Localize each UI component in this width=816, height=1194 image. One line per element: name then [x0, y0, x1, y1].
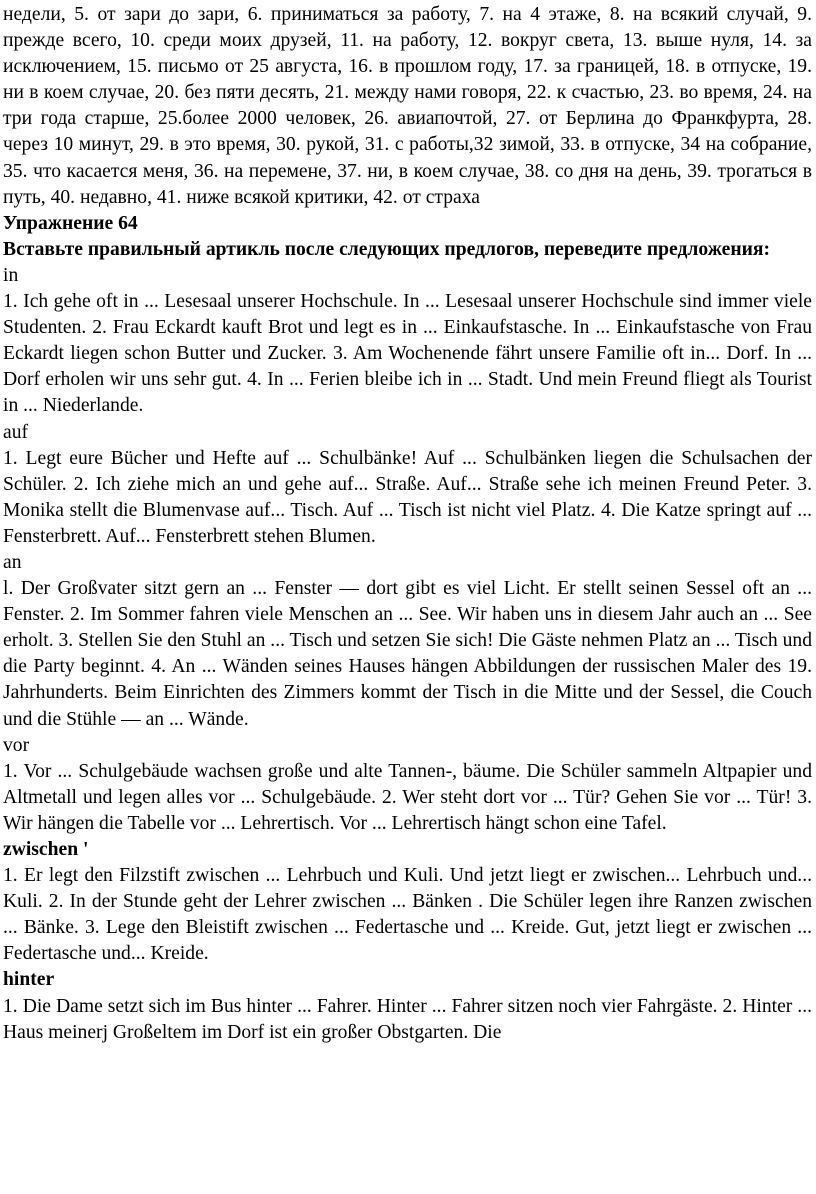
section-heading-an: an [3, 551, 22, 573]
exercise-instruction: Вставьте правильный артикль после следующих предлогов, переведите предложения: [3, 238, 771, 260]
section-text-zwischen: 1. Er legt den Filzstift zwischen ... Lehrbuch und Kuli. Und jetzt liegt er zwischen... Lehrbuch und... Kuli. 2. In der Stunde geht der Lehrer zwischen ... Bänken . Die Schüler legen ihre Ranzen zwischen ... Bänke. 3. Lege den Bleistift zwischen ... Federtasche und ... Kreide. Gut, jetzt liegt er zwischen ... Federtasche und... Kreide. [3, 865, 812, 965]
section-text-an: l. Der Großvater sitzt gern an ... Fenster — dort gibt es viel Licht. Er stellt seinen Sessel oft an ... Fenster. 2. Im Sommer fahren viele Menschen an ... See. Wir haben uns in diesem Jahr auch an ... See erholt. 3. Stellen Sie den Stuhl an ... Tisch und setzen Sie sich! Die Gäste nehmen Platz an ... Tisch und die Party beginnt. 4. An ... Wänden seines Hauses hängen Abbildungen der russischen Maler des 19. Jahrhunderts. Beim Einrichten des Zimmers kommt der Tisch in die Mitte und der Sessel, die Couch und die Stühle — an ... Wände. [3, 578, 812, 730]
section-heading-hinter: hinter [3, 969, 55, 991]
intro-paragraph: недели, 5. от зари до зари, 6. приниматься за работу, 7. на 4 этаже, 8. на всякий случай, 9. прежде всего, 10. среди моих друзей, 11. на работу, 12. вокруг света, 13. выше нуля, 14. за исключением, 15. письмо от 25 августа, 16. в прошлом году, 17. за границей, 18. в отпуске, 19. ни в коем случае, 20. без пяти десять, 21. между нами говоря, 22. к счастью, 23. во время, 24. на три года старше, 25.более 2000 человек, 26. авиапочтой, 27. от Берлина до Франкфурта, 28. через 10 минут, 29. в это время, 30. рукой, 31. с работы,32 зимой, 33. в отпуске, 34 на собрание, 35. что касается меня, 36. на перемене, 37. ни, в коем случае, 38. со дня на день, 39. трогаться в путь, 40. недавно, 41. ниже всякой критики, 42. от страха [3, 4, 812, 208]
exercise-title: Упражнение 64 [3, 212, 138, 234]
section-heading-in: in [3, 264, 19, 286]
section-text-hinter: 1. Die Dame setzt sich im Bus hinter ... Fahrer. Hinter ... Fahrer sitzen noch vier Fahrgäste. 2. Hinter ... Haus meinerj Großeltem im Dorf ist ein großer Obstgarten. Die [3, 995, 812, 1043]
section-text-in: 1. Ich gehe oft in ... Lesesaal unserer Hochschule. In ... Lesesaal unserer Hochschule sind immer viele Studenten. 2. Frau Eckardt kauft Brot und legt es in ... Einkaufstasche. In ... Einkaufstasche von Frau Eckardt liegen schon Butter und Zucker. 3. Am Wochenende fährt unsere Familie oft in... Dorf. In ... Dorf erholen wir uns sehr gut. 4. In ... Ferien bleibe ich in ... Stadt. Und mein Freund fliegt als Tourist in ... Niederlande. [3, 291, 812, 417]
section-heading-vor: vor [3, 734, 30, 756]
section-heading-auf: auf [3, 421, 29, 443]
section-text-auf: 1. Legt eure Bücher und Hefte auf ... Schulbänke! Auf ... Schulbänken liegen die Schulsachen der Schüler. 2. Ich ziehe mich an und gehe auf... Straße. Auf... Straße sehe ich meinen Freund Peter. 3. Monika stellt die Blumenvase auf... Tisch. Auf ... Tisch ist nicht viel Platz. 4. Die Katze springt auf ... Fensterbrett. Auf... Fensterbrett stehen Blumen. [3, 447, 812, 547]
section-text-vor: 1. Vor ... Schulgebäude wachsen große und alte Tannen-, bäume. Die Schüler sammeln Altpapier und Altmetall und legen alles vor ... Schulgebäude. 2. Wer steht dort vor ... Tür? Gehen Sie vor ... Tür! 3. Wir hängen die Tabelle vor ... Lehrertisch. Vor ... Lehrertisch hängt schon eine Tafel. [3, 760, 812, 834]
section-heading-zwischen: zwischen ' [3, 839, 89, 860]
